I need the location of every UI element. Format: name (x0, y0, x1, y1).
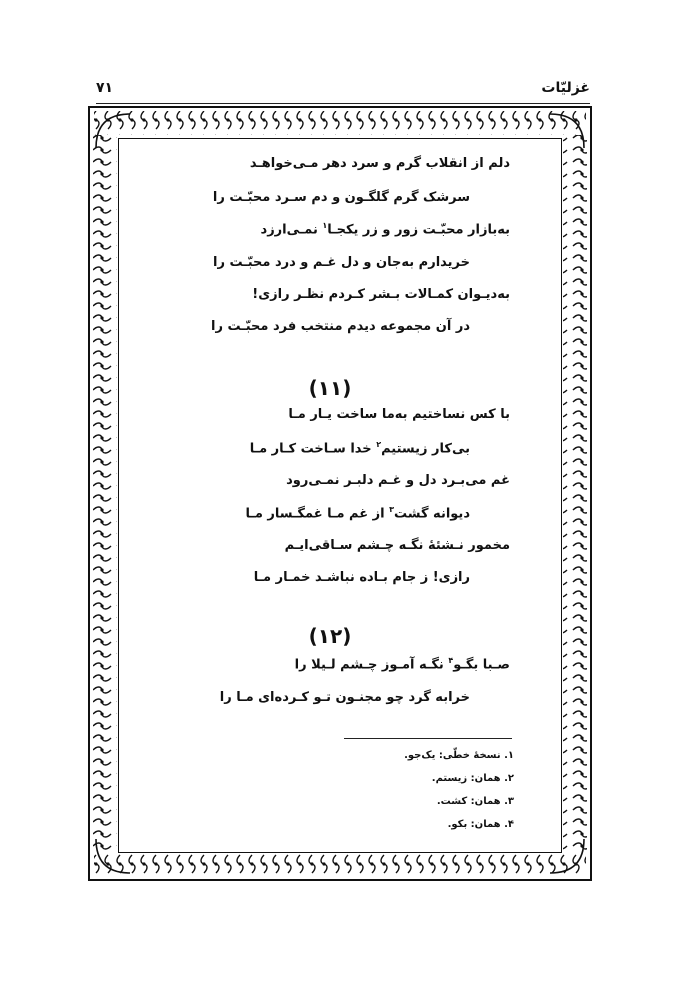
footnote-mark: ۲ (376, 440, 382, 449)
footnote-mark: ۳ (389, 505, 394, 514)
verse-line: با کس نساختیم به‌ما ساخت یـار مـا (288, 407, 510, 422)
verse-line: سرشک گرم گلگـون و دم سـرد محبّـت را (212, 190, 470, 205)
footnote-separator (344, 738, 512, 739)
verse-line: غم می‌بـرد دل و غـم دلبـر نمـی‌رود (286, 473, 510, 488)
footnote-item: ۳. همان: کشت. (436, 796, 514, 807)
verse-line (250, 440, 470, 456)
verse-line: به‌دیـوان کمـالات بـشر کـردم نظـر رازی! (252, 287, 510, 302)
verse-line: در آن مجموعه دیدم منتخب فرد محبّـت را (211, 319, 470, 334)
verse-line: مخمور نـشئهٔ نگـه چـشم سـاقی‌ایـم (284, 538, 510, 553)
header-rule (96, 103, 590, 104)
verse-line: خریدارم به‌جان و دل غـم و درد محبّـت را (213, 255, 470, 270)
running-head (96, 80, 590, 104)
verse-line (295, 656, 510, 672)
verse-text: نگـه آمـوز چـشم لـیلا را (294, 657, 444, 673)
footnotes (300, 750, 514, 842)
footnote-mark: ۱ (322, 221, 328, 230)
verse-text: صـبا بگـو (453, 657, 510, 673)
verse-line: رازی! ز جام بـاده نباشـد خمـار مـا (253, 570, 470, 585)
verse-line: دلم از انقلاب گرم و سرد دهر مـی‌خواهـد (249, 156, 510, 171)
footnote-item: ۲. همان: زیستم. (431, 773, 514, 784)
verse-line (246, 505, 471, 521)
footnote-item: ۴. همان: بکو. (447, 819, 514, 830)
verse-text: نمـی‌ارزد (260, 222, 318, 238)
poem-number: (۱۱) (308, 376, 352, 400)
poem-number: (۱۲) (308, 624, 352, 648)
section-title: غزلیّات (541, 80, 590, 96)
footnote-mark: ۴ (448, 656, 454, 665)
page-number: ۷۱ (96, 80, 114, 96)
verse-text: خدا سـاخت کـار مـا (249, 441, 372, 457)
verse-line (261, 221, 510, 237)
verse-text: بی‌کار زیستیم (381, 441, 470, 457)
verse-text: به‌بازار محبّـت زور و زر یکجـا (327, 222, 510, 238)
verse-line: خرابه گرد چو مجنـون تـو کـرده‌ای مـا را (219, 690, 470, 705)
footnote-item: ۱. نسخهٔ خطّی: یک‌جو. (404, 750, 514, 761)
verse-text: دیوانه گشت (393, 506, 470, 522)
verse-text: از غم مـا غمگـسار مـا (245, 506, 385, 522)
decorative-frame-inner (118, 138, 562, 853)
